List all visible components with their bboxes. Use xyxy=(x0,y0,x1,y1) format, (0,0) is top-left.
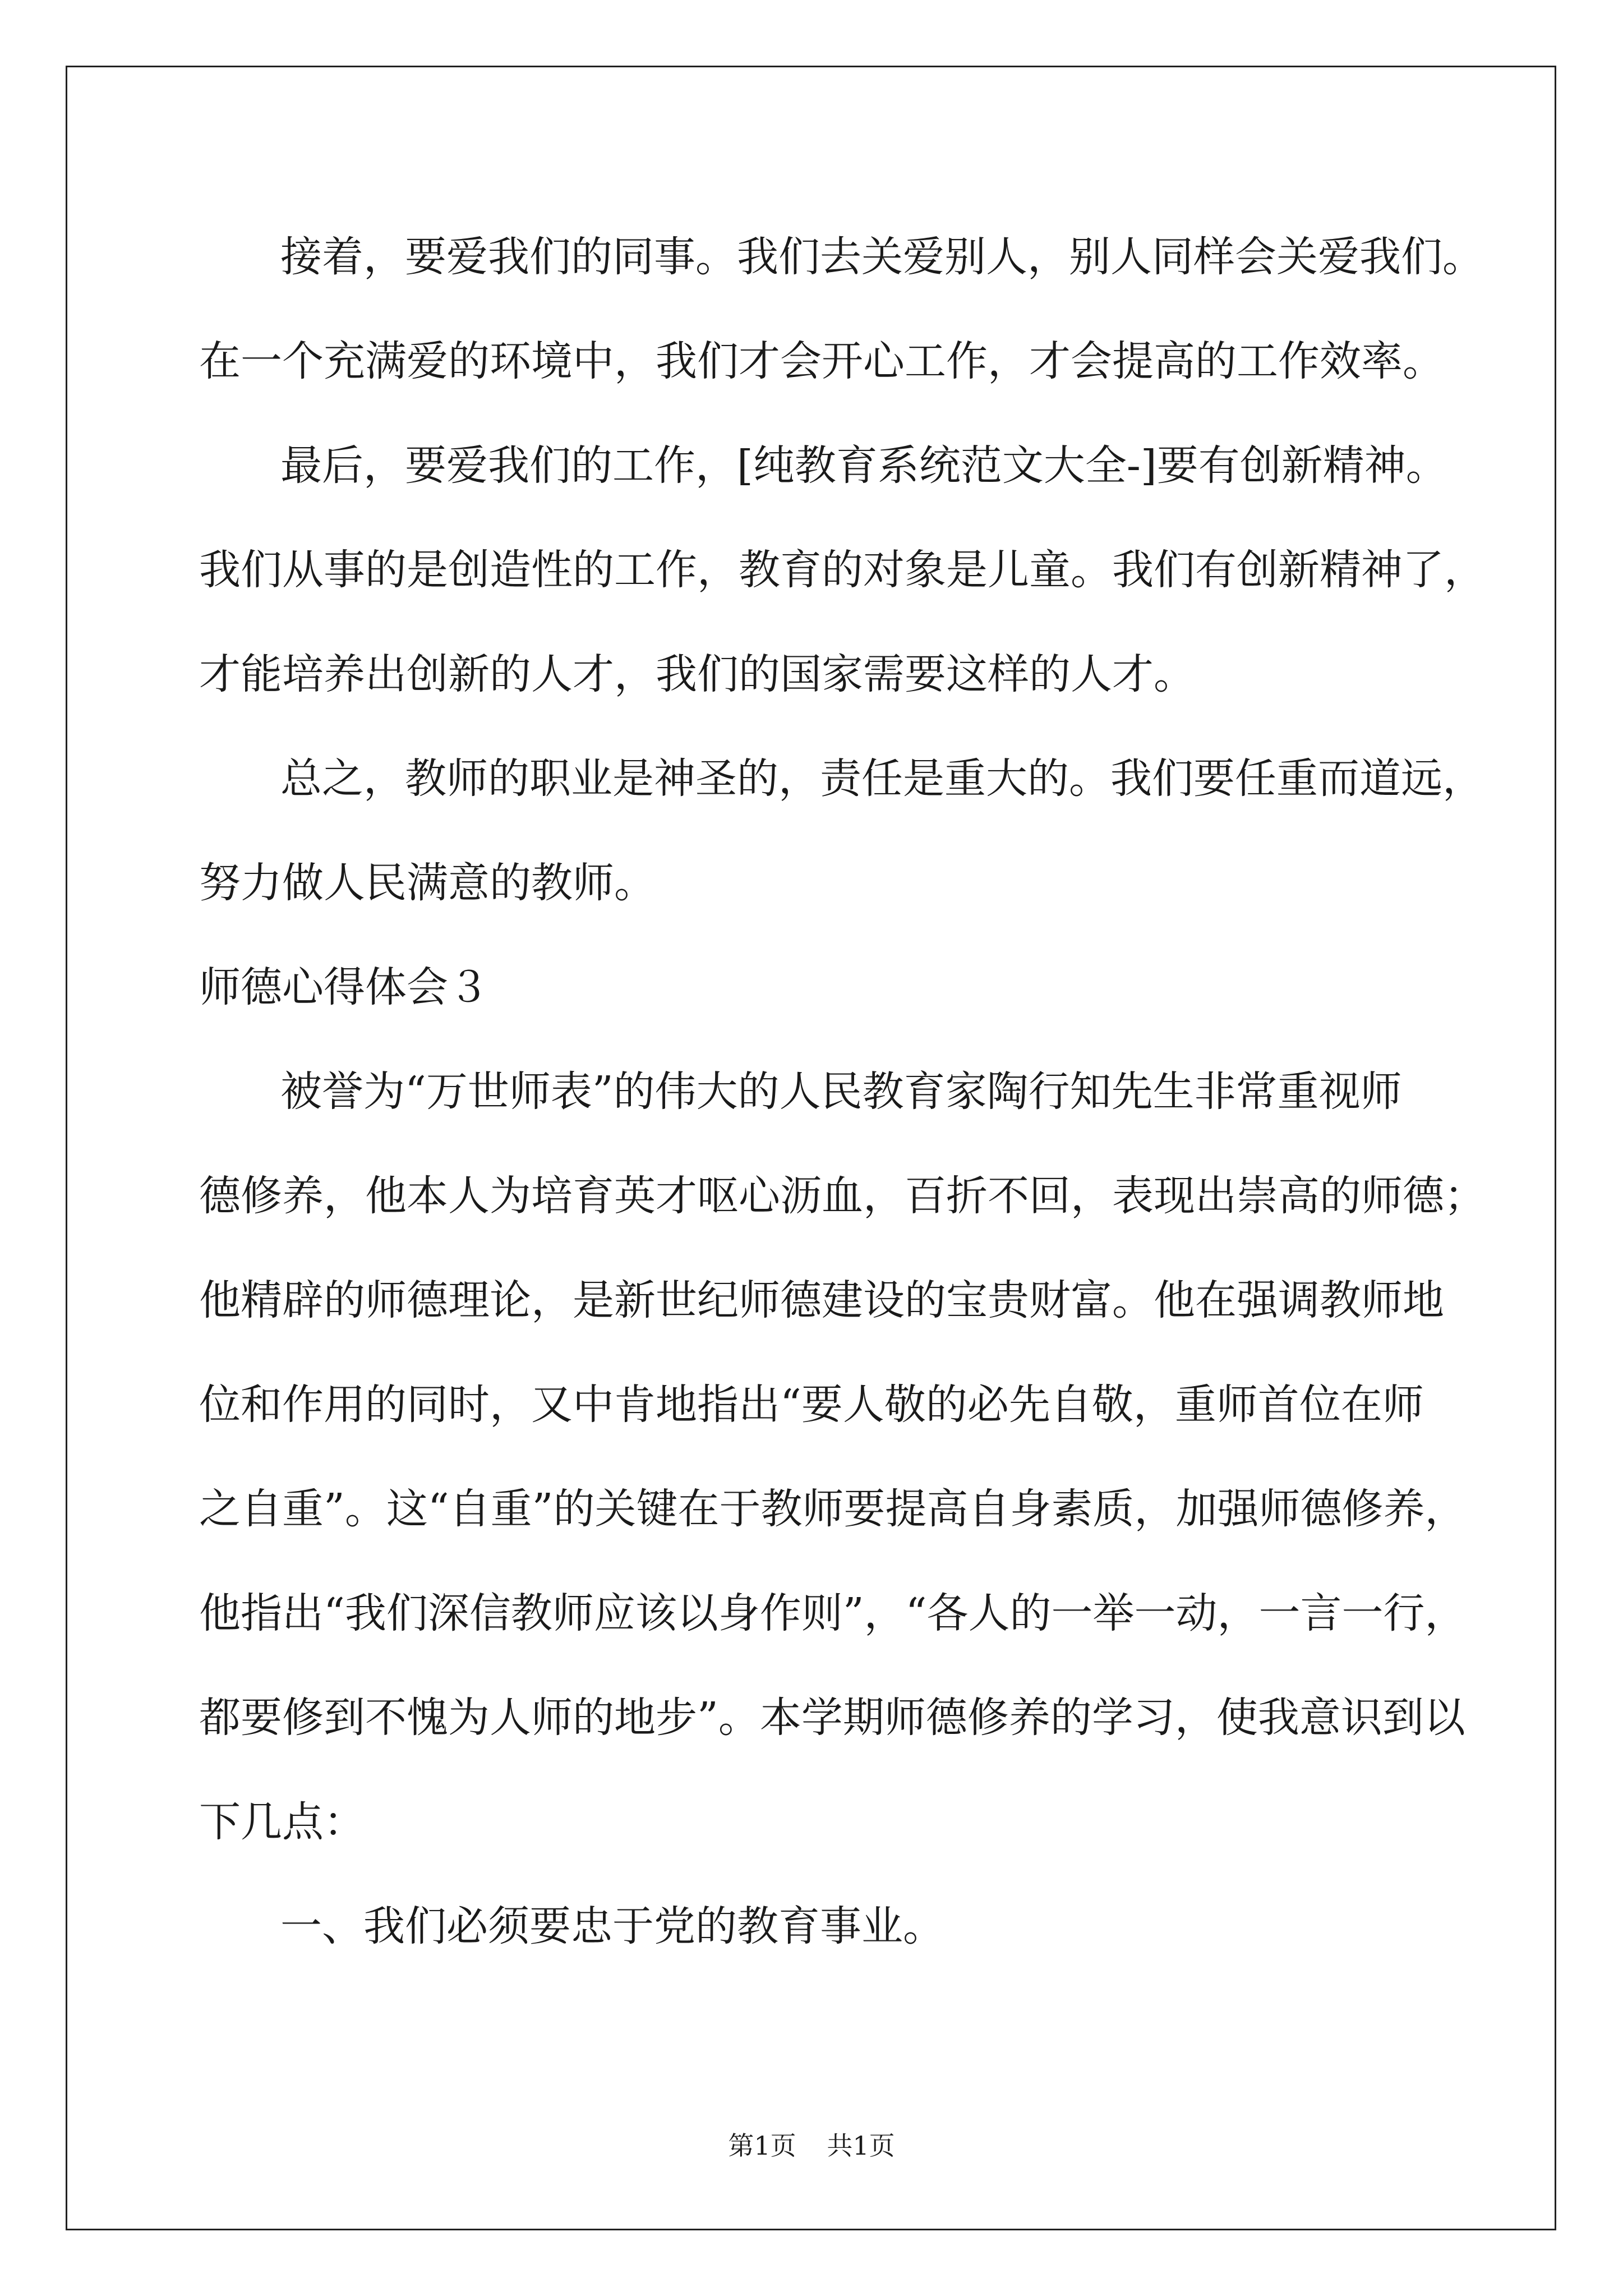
paragraph-line: 在一个充满爱的环境中，我们才会开心工作，才会提高的工作效率。 xyxy=(199,337,1444,385)
paragraph-line: 一、我们必须要忠于党的教育事业。 xyxy=(280,1902,944,1950)
paragraph-line: 位和作用的同时，又中肯地指出“要人敬的必先自敬，重师首位在师 xyxy=(199,1381,1424,1429)
paragraph-line: 都要修到不愧为人师的地步”。本学期师德修养的学习，使我意识到以 xyxy=(199,1694,1465,1742)
page-number-total: 共1页 xyxy=(827,2131,895,2161)
document-body xyxy=(199,205,1486,1978)
paragraph-line: 总之，教师的职业是神圣的，责任是重大的。我们要任重而道远， xyxy=(280,754,1484,803)
paragraph-line: 被誉为“万世师表”的伟大的人民教育家陶行知先生非常重视师 xyxy=(280,1068,1402,1116)
paragraph-line: 才能培养出创新的人才，我们的国家需要这样的人才。 xyxy=(199,650,1195,698)
page-number-current: 第1页 xyxy=(728,2131,796,2161)
paragraph-line: 他精辟的师德理论，是新世纪师德建设的宝贵财富。他在强调教师地 xyxy=(199,1276,1444,1324)
paragraph-line: 之自重”。这“自重”的关键在于教师要提高自身素质，加强师德修养， xyxy=(199,1485,1467,1533)
paragraph-line: 接着，要爱我们的同事。我们去关爱别人，别人同样会关爱我们。 xyxy=(280,233,1484,281)
paragraph-line: 下几点： xyxy=(199,1798,365,1846)
page-footer xyxy=(0,2129,1623,2162)
paragraph-line: 他指出“我们深信教师应该以身作则”，“各人的一举一动，一言一行， xyxy=(199,1589,1467,1637)
paragraph-line: 努力做人民满意的教师。 xyxy=(199,859,656,907)
section-heading: 师德心得体会３ xyxy=(199,963,490,1011)
paragraph-line: 最后，要爱我们的工作，[纯教育系统范文大全-]要有创新精神。 xyxy=(280,441,1447,490)
paragraph-line: 德修养，他本人为培育英才呕心沥血，百折不回，表现出崇高的师德； xyxy=(199,1172,1486,1220)
paragraph-line: 我们从事的是创造性的工作，教育的对象是儿童。我们有创新精神了， xyxy=(199,546,1486,594)
